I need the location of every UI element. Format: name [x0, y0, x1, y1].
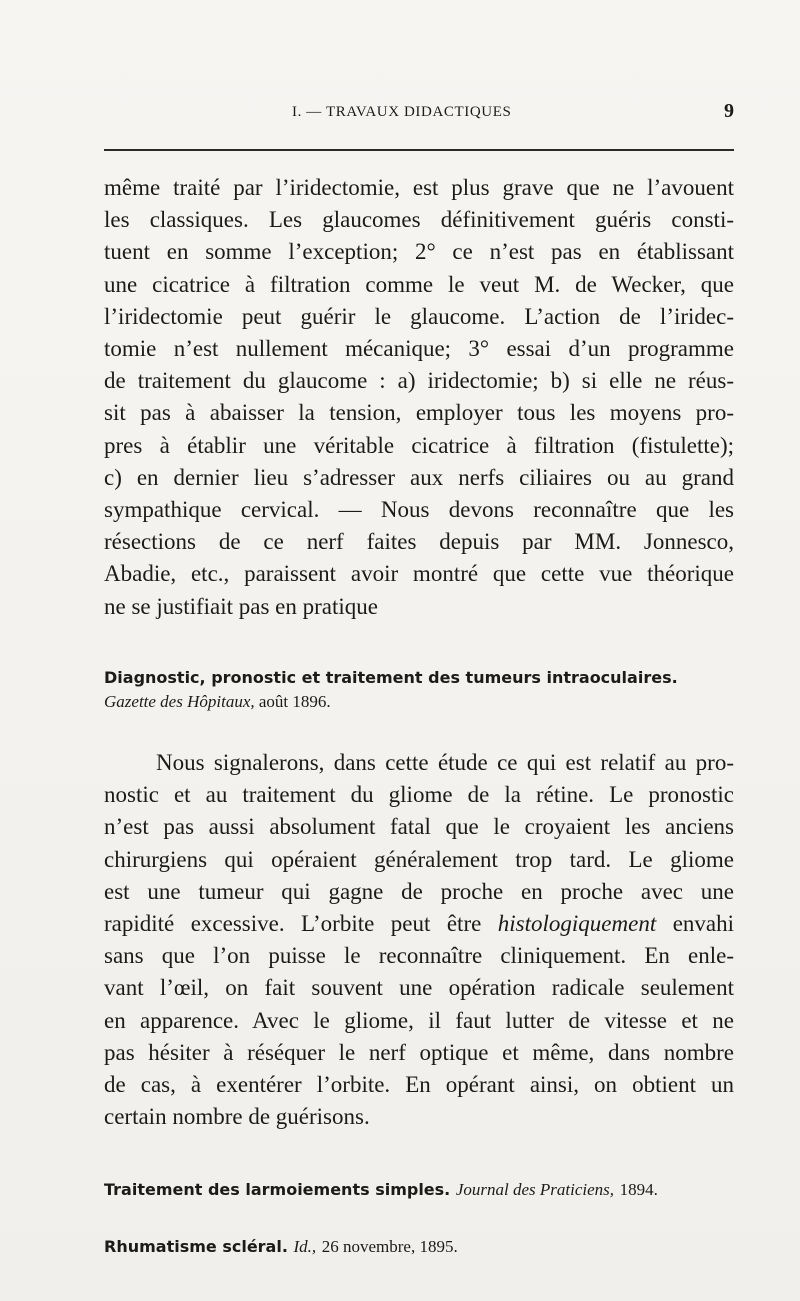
paragraph-line: tuent en somme l’exception; 2° ce n’est pas en établissant	[104, 239, 734, 265]
journal-title: Journal des Praticiens,	[455, 1180, 615, 1199]
paragraph-line: certain nombre de guérisons.	[104, 1104, 370, 1130]
publication-year: 1894.	[619, 1180, 658, 1199]
section-reference-tumeurs	[104, 690, 734, 714]
paragraph-line: est une tumeur qui gagne de proche en proche avec une	[104, 878, 734, 904]
paragraph-line: c) en dernier lieu s’adresser aux nerfs ciliaires ou au grand	[104, 464, 734, 490]
section-heading-rhumatisme	[104, 1235, 734, 1259]
paragraph-line: résections de ce nerf faites depuis par MM. Jonnesco,	[104, 529, 734, 555]
paragraph-line: sympathique cervical. — Nous devons reconnaître que les	[104, 497, 734, 523]
paragraph-line: pres à établir une véritable cicatrice à filtration (fistulette);	[104, 432, 734, 458]
paragraph-line: Nous signalerons, dans cette étude ce qui est relatif au pro-	[156, 750, 734, 775]
section-title: Traitement des larmoiements simples.	[104, 1180, 451, 1199]
page-header	[104, 100, 734, 130]
paragraph-line-part: envahi	[672, 911, 734, 937]
paragraph-line: de cas, à exentérer l’orbite. En opérant ainsi, on obtient un	[104, 1072, 734, 1098]
paragraph-line: n’est pas aussi absolument fatal que le croyaient les anciens	[104, 814, 734, 840]
paragraph-line: l’iridectomie peut guérir le glaucome. L’action de l’iridec-	[104, 303, 734, 329]
section-heading-larmoiements	[104, 1178, 734, 1202]
paragraph-line: ne se justifiait pas en pratique	[104, 593, 379, 619]
running-head: I. — TRAVAUX DIDACTIQUES	[292, 104, 512, 120]
paragraph-line: nostic et au traitement du gliome de la rétine. Le pronostic	[104, 782, 734, 808]
header-rule	[104, 149, 734, 151]
publication-date: 26 novembre, 1895.	[321, 1237, 458, 1256]
paragraph-line: chirurgiens qui opéraient généralement trop tard. Le gliome	[104, 846, 734, 872]
page-number: 9	[724, 100, 734, 122]
paragraph-glaucoma	[104, 172, 734, 622]
paragraph-line: en apparence. Avec le gliome, il faut lutter de vitesse et ne	[104, 1007, 734, 1033]
paragraph-line: sans que l’on puisse le reconnaître cliniquement. En enle-	[104, 943, 734, 969]
paragraph-line: vant l’œil, on fait souvent une opération radicale seulement	[104, 975, 734, 1001]
reference-abbrev: Id.,	[293, 1237, 317, 1256]
paragraph-line: sit pas à abaisser la tension, employer tous les moyens pro-	[104, 400, 734, 426]
paragraph-line: même traité par l’iridectomie, est plus grave que ne l’avouent	[104, 175, 734, 200]
paragraph-line: pas hésiter à réséquer le nerf optique et même, dans nombre	[104, 1039, 734, 1065]
paragraph-gliome	[104, 747, 734, 1133]
paragraph-line: Abadie, etc., paraissent avoir montré que cette vue théorique	[104, 561, 734, 587]
paragraph-line: de traitement du glaucome : a) iridectomie; b) si elle ne réus-	[104, 368, 734, 394]
paragraph-line	[104, 908, 734, 940]
section-heading-tumeurs: Diagnostic, pronostic et traitement des tumeurs intraoculaires.	[104, 668, 678, 687]
italic-term: histologiquement	[497, 911, 657, 937]
paragraph-line: une cicatrice à filtration comme le veut M. de Wecker, que	[104, 271, 734, 297]
paragraph-line: tomie n’est nullement mécanique; 3° essai d’un programme	[104, 336, 734, 362]
paragraph-line-part: rapidité excessive. L’orbite peut être	[104, 911, 482, 937]
section-title: Rhumatisme scléral.	[104, 1237, 288, 1256]
publication-date: août 1896.	[258, 692, 331, 711]
journal-title: Gazette des Hôpitaux,	[104, 692, 255, 711]
paragraph-line: les classiques. Les glaucomes définitivement guéris consti-	[104, 207, 734, 233]
